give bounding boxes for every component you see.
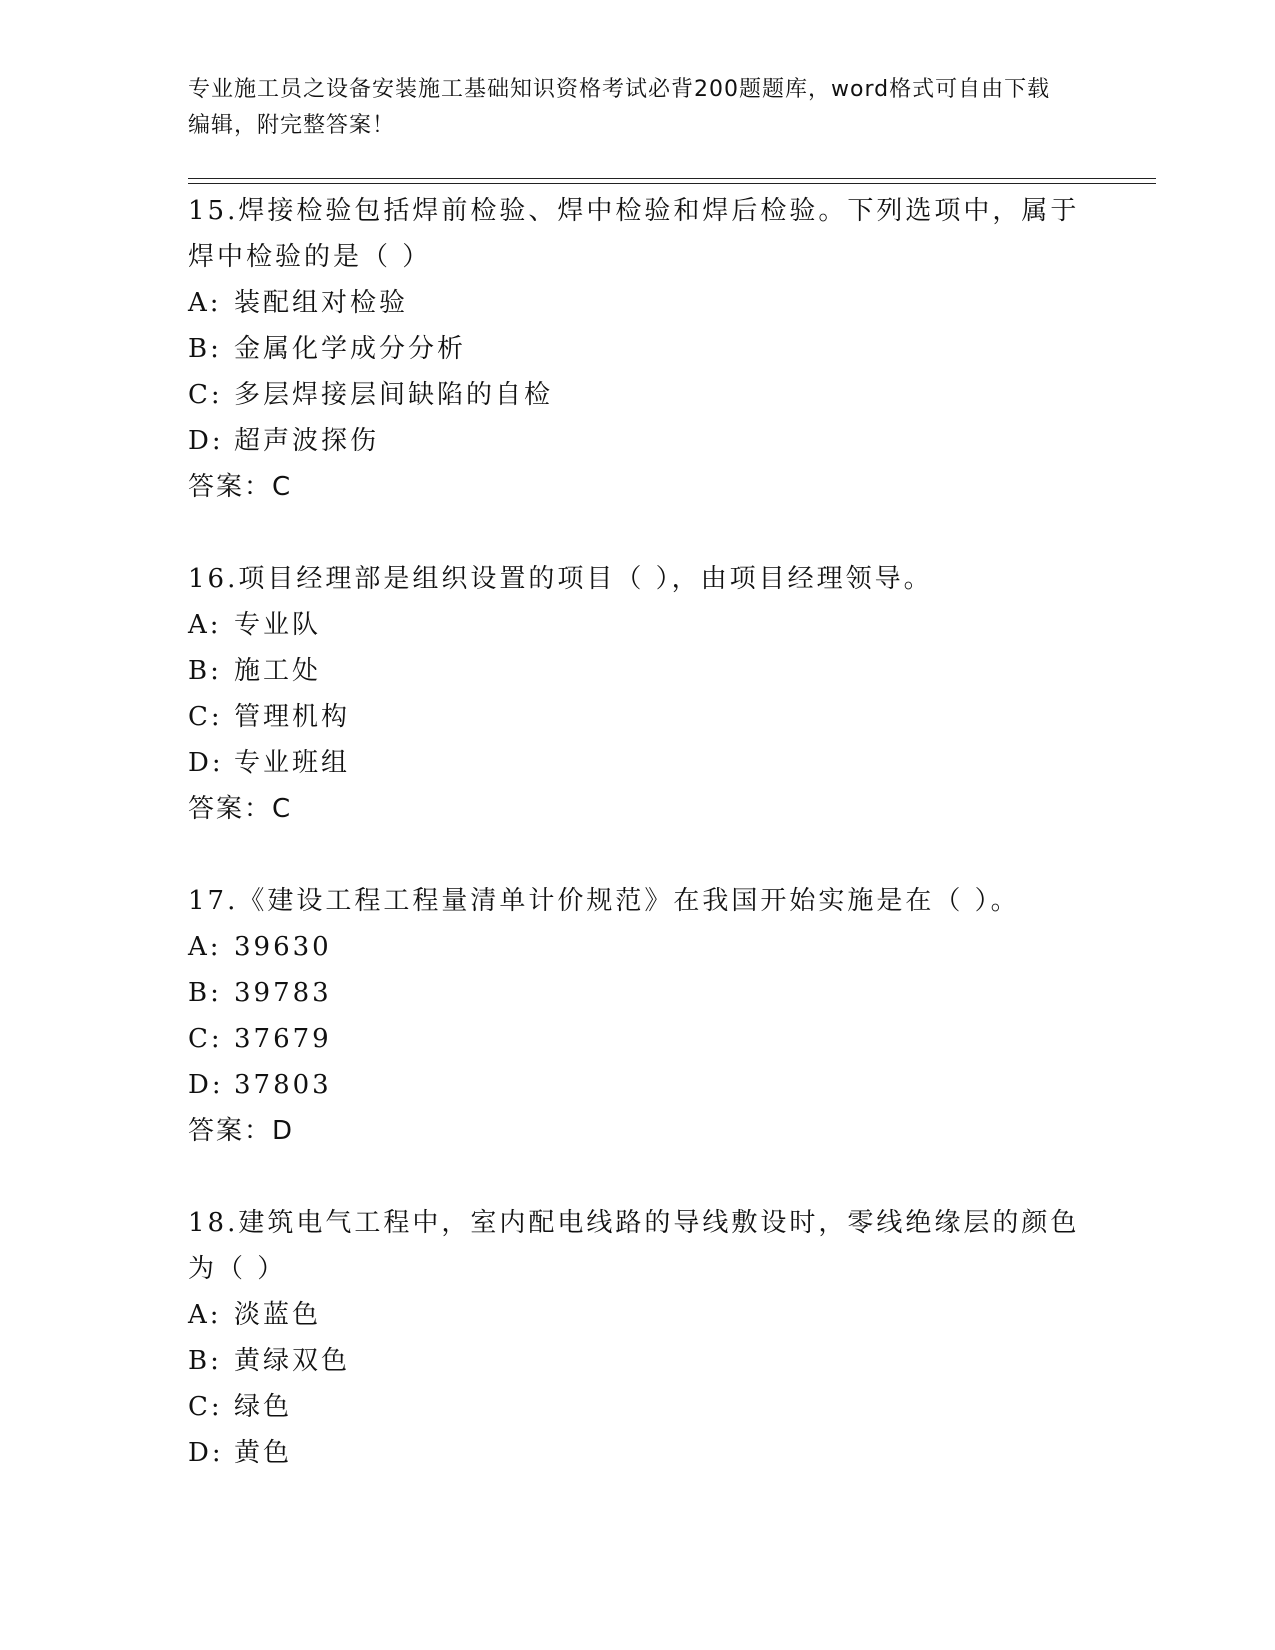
option-letter: B: (188, 656, 222, 686)
option-letter: D: (188, 1070, 224, 1100)
question-16 (188, 556, 1088, 832)
option-letter: C: (188, 1024, 223, 1054)
option-a (188, 1292, 1088, 1338)
option-text: 淡蓝色 (234, 1300, 322, 1330)
option-text: 37803 (234, 1070, 332, 1100)
intro-text: 专业施工员之设备安装施工基础知识资格考试必背200题题库，word格式可自由下载编辑，附完整答案！ (188, 77, 1051, 138)
option-letter: A: (188, 288, 222, 318)
option-letter: B: (188, 1346, 222, 1376)
option-text: 装配组对检验 (234, 288, 409, 318)
option-c (188, 1384, 1088, 1430)
option-text: 黄绿双色 (234, 1346, 351, 1376)
option-text: 专业班组 (234, 748, 351, 778)
header-divider-bottom (188, 183, 1156, 184)
option-letter: D: (188, 1438, 224, 1468)
option-text: 39783 (234, 978, 332, 1008)
header-divider-top (188, 178, 1156, 179)
option-b (188, 326, 1088, 372)
option-b (188, 648, 1088, 694)
option-letter: D: (188, 748, 224, 778)
question-17 (188, 878, 1088, 1154)
answer-line: 答案：D (188, 1116, 295, 1146)
option-d (188, 1430, 1088, 1476)
option-a (188, 602, 1088, 648)
option-letter: B: (188, 334, 222, 364)
option-letter: C: (188, 380, 223, 410)
option-letter: A: (188, 610, 222, 640)
option-text: 施工处 (234, 656, 322, 686)
question-stem: 16.项目经理部是组织设置的项目（ ），由项目经理领导。 (188, 564, 933, 594)
option-d (188, 418, 1088, 464)
option-c (188, 1016, 1088, 1062)
option-d (188, 740, 1088, 786)
answer-line: 答案：C (188, 794, 293, 824)
option-text: 37679 (234, 1024, 332, 1054)
option-text: 多层焊接层间缺陷的自检 (234, 380, 554, 410)
option-letter: B: (188, 978, 222, 1008)
option-a (188, 280, 1088, 326)
option-letter: A: (188, 932, 222, 962)
option-text: 专业队 (234, 610, 322, 640)
option-letter: C: (188, 1392, 223, 1422)
option-b (188, 970, 1088, 1016)
option-text: 黄色 (234, 1438, 293, 1468)
option-letter: C: (188, 702, 223, 732)
question-stem: 17.《建设工程工程量清单计价规范》在我国开始实施是在（ ）。 (188, 886, 1020, 916)
option-letter: D: (188, 426, 224, 456)
option-b (188, 1338, 1088, 1384)
option-c (188, 372, 1088, 418)
option-a (188, 924, 1088, 970)
option-text: 管理机构 (234, 702, 351, 732)
option-letter: A: (188, 1300, 222, 1330)
option-text: 绿色 (234, 1392, 293, 1422)
answer-line: 答案：C (188, 472, 293, 502)
option-text: 超声波探伤 (234, 426, 380, 456)
question-15 (188, 188, 1088, 510)
option-text: 39630 (234, 932, 332, 962)
question-18 (188, 1200, 1088, 1476)
question-stem: 18.建筑电气工程中，室内配电线路的导线敷设时，零线绝缘层的颜色为（ ） (188, 1208, 1080, 1284)
question-list (188, 188, 1088, 1522)
question-stem: 15.焊接检验包括焊前检验、焊中检验和焊后检验。下列选项中，属于焊中检验的是（ ） (188, 196, 1080, 272)
option-text: 金属化学成分分析 (234, 334, 467, 364)
option-d (188, 1062, 1088, 1108)
option-c (188, 694, 1088, 740)
